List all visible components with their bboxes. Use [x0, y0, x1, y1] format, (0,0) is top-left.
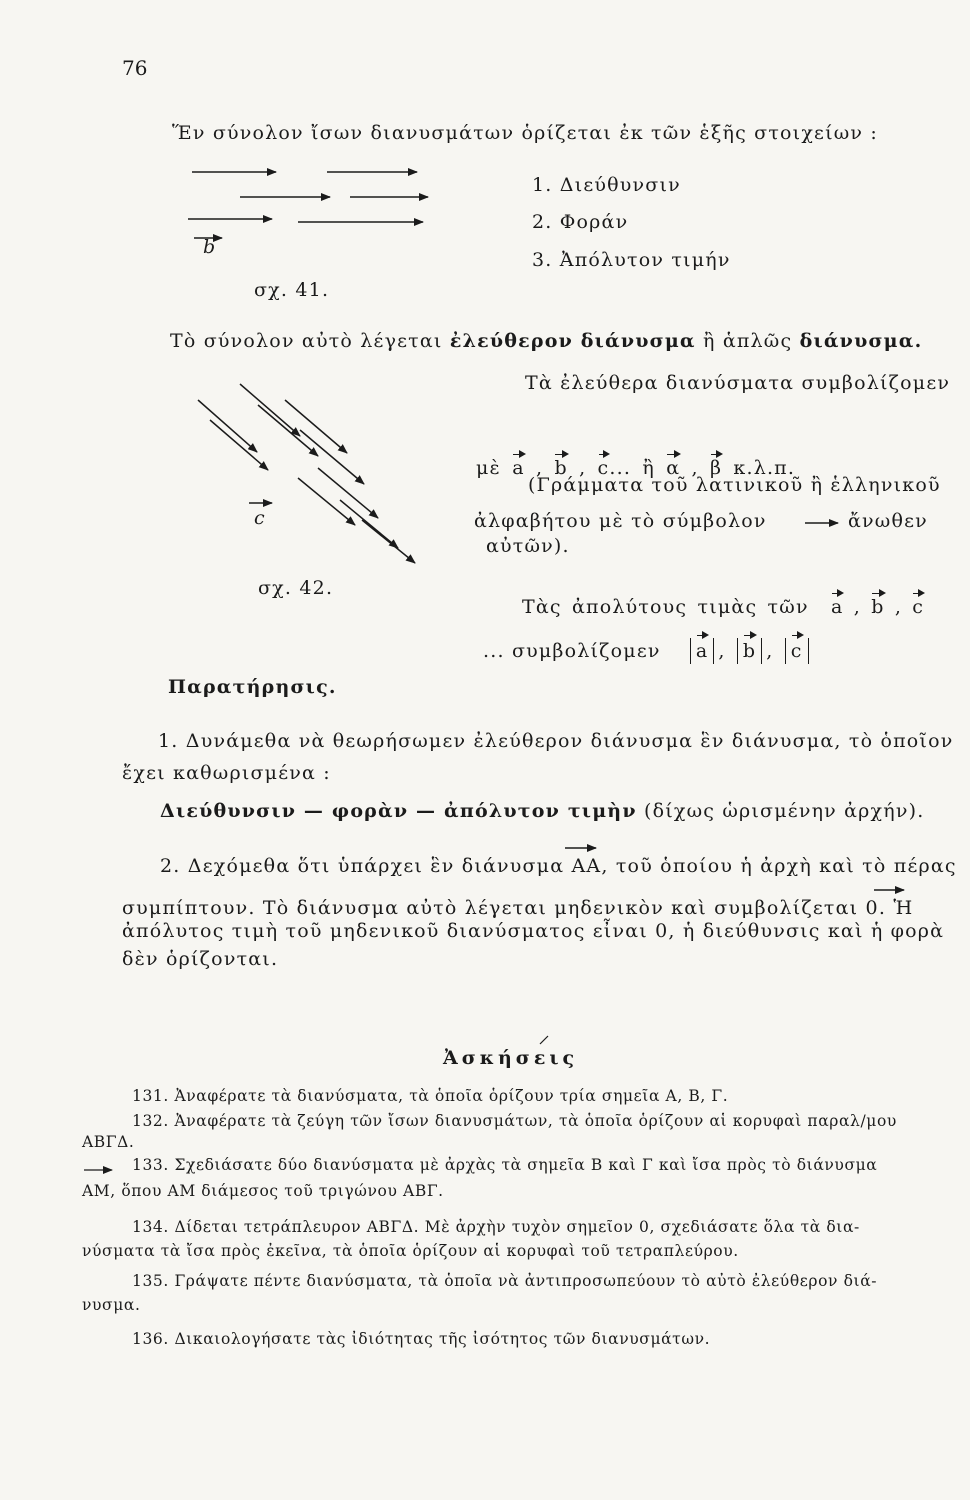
fig41-caption: σχ. 41. [254, 279, 330, 301]
exercise-133-line-1: 133. Σχεδιάσατε δύο διανύσματα μὲ ἀρχὰς τὰ σημεῖα Β καὶ Γ καὶ ἴσα πρὸς τὸ διάνυσμα [132, 1156, 878, 1174]
remark-1-line-2: ἔχει καθωρισμένα : [122, 762, 331, 784]
fig42-arrow-5 [285, 400, 347, 453]
exercise-135-line-2: νυσμα. [82, 1296, 141, 1314]
element-sense: 2. Φοράν [532, 211, 629, 233]
remarks-title: Παρατήρησις. [168, 676, 337, 698]
fig42-arrow-3 [240, 384, 300, 436]
remark-2-line-3: ἀπόλυτος τιμὴ τοῦ μηδενικοῦ διανύσματος εἶναι 0, ἡ διεύθυνσις καὶ ἡ φορὰ [122, 920, 945, 942]
remark-1-line-3: Διεύθυνσιν — φορὰν — ἀπόλυτον τιμὴν (δίχως ὡρισμένην ἀρχήν). [160, 800, 925, 822]
fig42-arrow-1 [198, 400, 257, 452]
fig42-arrow-6 [300, 430, 364, 484]
paren-line-2: ἀλφαβήτου μὲ τὸ σύμβολον [474, 510, 767, 532]
remark-2-line-2: συμπίπτουν. Τὸ διάνυσμα αὐτὸ λέγεται μηδενικὸν καὶ συμβολίζεται 0. Ἡ [122, 897, 914, 919]
fig42-arrow-9 [340, 500, 398, 548]
exercises-title-arrow [540, 1036, 548, 1044]
abs-symbolize-line: ... συμβολίζομεν a , b , c [483, 638, 813, 664]
element-direction: 1. Διεύθυνσιν [532, 174, 681, 196]
exercise-134-line-2: νύσματα τὰ ἴσα πρὸς ἐκεῖνα, τὰ ὁποῖα ὁρίζουν αἱ κορυφαὶ τοῦ τετραπλεύρου. [82, 1242, 739, 1260]
exercise-133-line-2: ΑΜ, ὅπου ΑΜ διάμεσος τοῦ τριγώνου ΑΒΓ. [82, 1182, 444, 1200]
exercise-135-line-1: 135. Γράψατε πέντε διανύσματα, τὰ ὁποῖα νὰ ἀντιπροσωπεύουν τὸ αὐτὸ ἐλεύθερον διά- [132, 1272, 878, 1290]
fig42-arrow-4 [258, 405, 318, 456]
fig41-arrows [188, 172, 428, 238]
free-vector-definition: Τὸ σύνολον αὐτὸ λέγεται ἐλεύθερον διάνυσμα ἢ ἁπλῶς διάνυσμα. [170, 330, 923, 352]
fig42-caption: σχ. 42. [258, 577, 334, 599]
paren-line-3: αὐτῶν). [486, 535, 570, 557]
fig42-arrow-8 [318, 468, 378, 518]
remark-2-line-1: 2. Δεχόμεθα ὅτι ὑπάρχει ἓν διάνυσμα ΑΑ, τοῦ ὁποίου ἡ ἀρχὴ καὶ τὸ πέρας [160, 855, 957, 877]
page-number: 76 [122, 56, 148, 80]
fig42-arrow-2 [210, 420, 268, 470]
element-magnitude: 3. Ἀπόλυτον τιμήν [532, 249, 731, 271]
exercise-136: 136. Δικαιολογήσατε τὰς ἰδιότητας τῆς ἰσότητος τῶν διανυσμάτων. [132, 1330, 711, 1348]
fig42-arrows [198, 384, 415, 563]
vector-symbols-line: μὲ a , b , c... ἢ α , β κ.λ.π. [476, 457, 796, 479]
paren-line-2-end: ἄνωθεν [848, 510, 928, 532]
intro-sentence: Ἕν σύνολον ἴσων διανυσμάτων ὁρίζεται ἐκ τῶν ἑξῆς στοιχείων : [172, 122, 879, 144]
abs-values-line: Τὰς ἀπολύτους τιμὰς τῶν a , b , c [522, 596, 925, 618]
paren-line-1: (Γράμματα τοῦ λατινικοῦ ἢ ἑλληνικοῦ [528, 474, 941, 496]
remark-1-line-1: 1. Δυνάμεθα νὰ θεωρήσωμεν ἐλεύθερον διάνυσμα ἓν διάνυσμα, τὸ ὁποῖον [158, 730, 954, 752]
exercise-131: 131. Ἀναφέρατε τὰ διανύσματα, τὰ ὁποῖα ὁρίζουν τρία σημεῖα Α, Β, Γ. [132, 1087, 729, 1105]
symbolize-line: Τὰ ἐλεύθερα διανύσματα συμβολίζομεν [525, 372, 951, 394]
exercise-132-line-1: 132. Ἀναφέρατε τὰ ζεύγη τῶν ἴσων διανυσμάτων, τὰ ὁποῖα ὁρίζουν αἱ κορυφαὶ παραλ/μου [132, 1112, 897, 1130]
fig42-arrow-10 [362, 520, 415, 563]
fig41-b-label: b [203, 236, 217, 258]
exercises-title: Ἀσκήσεις [443, 1047, 579, 1069]
remark-2-line-4: δὲν ὁρίζονται. [122, 948, 279, 970]
exercise-132-line-2: ΑΒΓΔ. [82, 1133, 135, 1151]
fig42-arrow-7 [298, 478, 355, 525]
exercise-134-line-1: 134. Δίδεται τετράπλευρον ΑΒΓΔ. Μὲ ἀρχὴν τυχὸν σημεῖον 0, σχεδιάσατε ὅλα τὰ δια- [132, 1218, 860, 1236]
fig42-c-label: c [254, 507, 266, 529]
